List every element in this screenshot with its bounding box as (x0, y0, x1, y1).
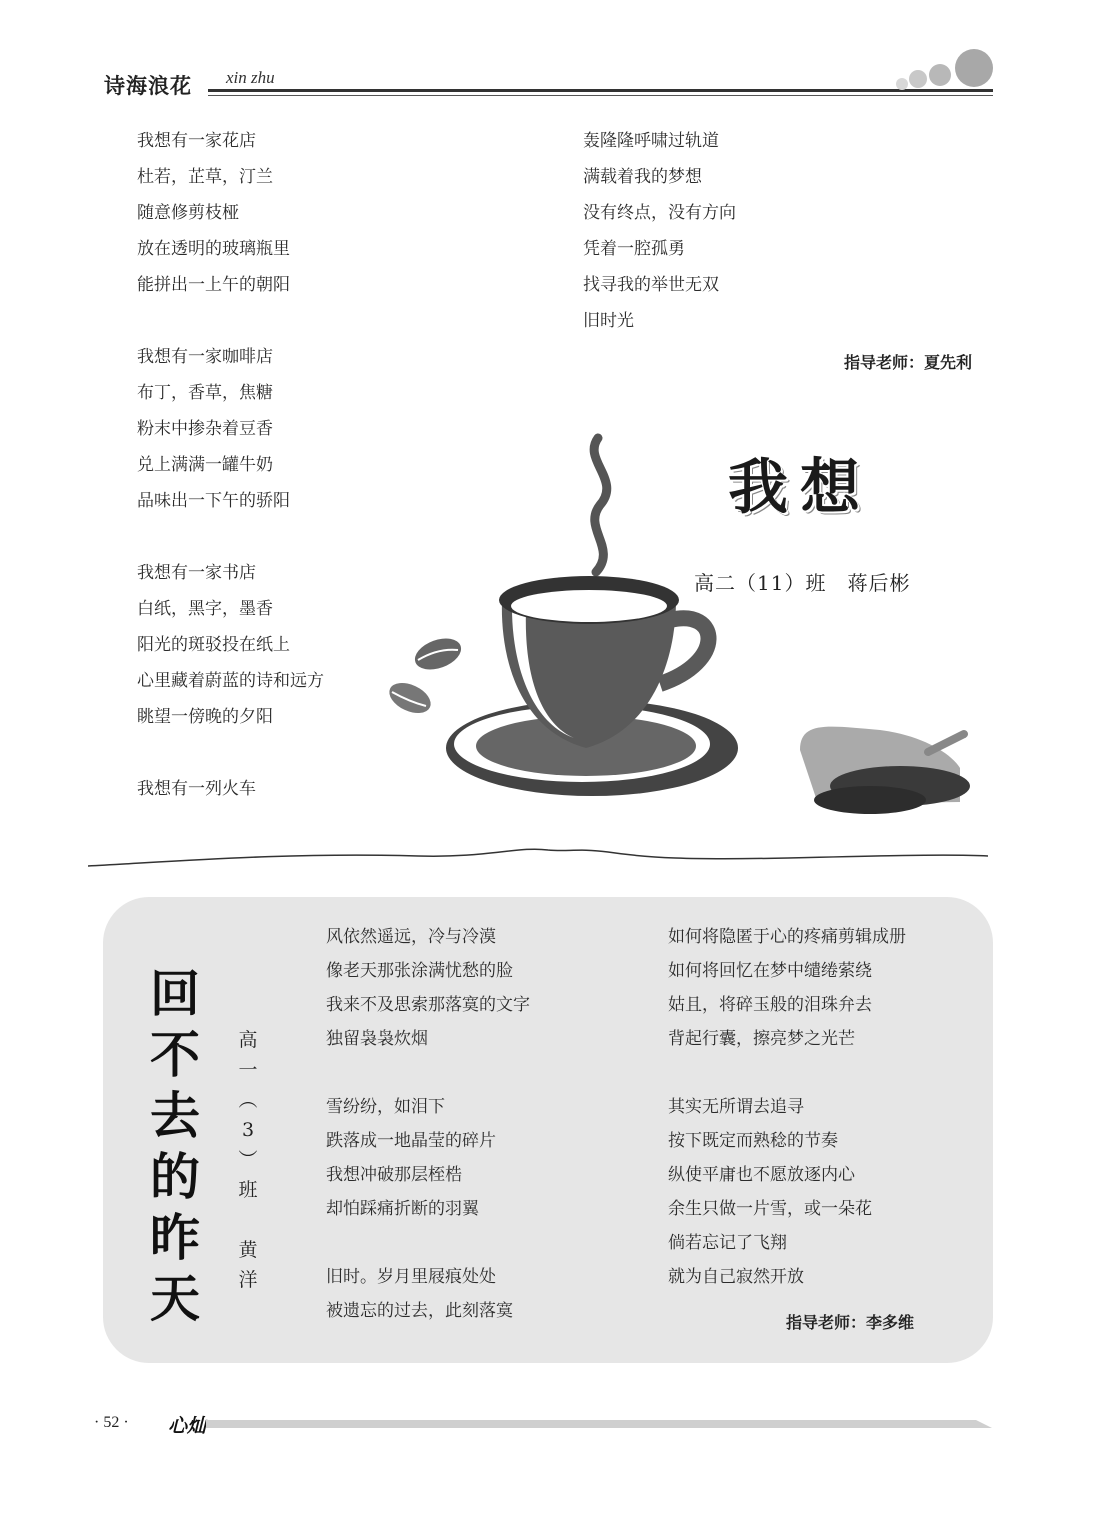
poem-line: 背起行囊，擦亮梦之光芒 (668, 1029, 855, 1049)
poem-line: 我想有一家书店 (137, 563, 256, 583)
poem-line: 风依然遥远，冷与冷漠 (326, 927, 496, 947)
poem2-title (145, 964, 205, 1330)
poem-line: 杜若，芷草，汀兰 (137, 167, 273, 187)
poem-line: 倘若忘记了飞翔 (668, 1233, 787, 1253)
poem-line: 心里藏着蔚蓝的诗和远方 (137, 671, 324, 691)
poem-line: 如何将隐匿于心的疼痛剪辑成册 (668, 927, 906, 947)
poem-line: 我想有一家咖啡店 (137, 347, 273, 367)
poem-line: 凭着一腔孤勇 (583, 239, 685, 259)
poem-line: 白纸，黑字，墨香 (137, 599, 273, 619)
vertical-char: 天 (150, 1270, 200, 1328)
poem-line: 没有终点，没有方向 (583, 203, 736, 223)
poem-line: 轰隆隆呼啸过轨道 (583, 131, 719, 151)
vertical-char: ︶ (238, 1149, 258, 1171)
poem1-byline: 高二（11）班 蒋后彬 (694, 571, 911, 595)
poem-line: 跌落成一地晶莹的碎片 (326, 1131, 496, 1151)
vertical-char: 不 (150, 1026, 200, 1084)
poem-line: 独留袅袅炊烟 (326, 1029, 428, 1049)
poem-line: 找寻我的举世无双 (583, 275, 719, 295)
section-subtitle: xin zhu (226, 68, 275, 87)
poem2-teacher: 指导老师：李多维 (786, 1313, 915, 1332)
poem-line: 姑且，将碎玉般的泪珠弁去 (668, 995, 872, 1015)
poem-line: 阳光的斑驳投在纸上 (137, 635, 290, 655)
poem-line: 我想有一列火车 (137, 779, 256, 799)
poem-line: 雪纷纷，如泪下 (326, 1097, 445, 1117)
vertical-char: 的 (150, 1148, 200, 1206)
poem-line: 其实无所谓去追寻 (668, 1097, 804, 1117)
poem-line: 我想有一家花店 (137, 131, 256, 151)
poem-line: 布丁，香草，焦糖 (137, 383, 273, 403)
poem-line: 旧时。岁月里屐痕处处 (326, 1267, 496, 1287)
header-rule (208, 89, 993, 92)
header-rule-thin (208, 95, 993, 96)
vertical-char: 3 (241, 1119, 255, 1141)
decorative-circles-icon (890, 46, 1000, 96)
poem-line: 粉末中掺杂着豆香 (137, 419, 273, 439)
poem-line: 兑上满满一罐牛奶 (137, 455, 273, 475)
poem-line: 就为自己寂然开放 (668, 1267, 804, 1287)
vertical-char: 黄 (238, 1239, 258, 1261)
wavy-divider (88, 838, 988, 878)
poem-line: 如何将回忆在梦中缱绻萦绕 (668, 961, 872, 981)
poem-line: 我想冲破那层桎梏 (326, 1165, 462, 1185)
section-title: 诗海浪花 (104, 74, 192, 98)
vertical-char: 昨 (150, 1209, 200, 1267)
page-number: · 52 · (94, 1414, 129, 1431)
poem-line: 纵使平庸也不愿放逐内心 (668, 1165, 855, 1185)
poem-line: 按下既定而熟稔的节奏 (668, 1131, 838, 1151)
poem-line: 旧时光 (583, 311, 634, 331)
poem-line: 眺望一傍晚的夕阳 (137, 707, 273, 727)
poem-line: 随意修剪枝桠 (137, 203, 239, 223)
poem1-teacher: 指导老师：夏先利 (844, 353, 973, 372)
poem2-byline (234, 1025, 262, 1295)
poem-line: 我来不及思索那落寞的文字 (326, 995, 530, 1015)
poem-line: 像老天那张涂满忧愁的脸 (326, 961, 513, 981)
magazine-name: 心灿 (168, 1415, 207, 1437)
vertical-char: 一 (238, 1059, 258, 1081)
poem-line: 余生只做一片雪，或一朵花 (668, 1199, 872, 1219)
footer-bar (206, 1418, 992, 1430)
coffee-cup-illustration (360, 430, 1000, 830)
vertical-char: 高 (238, 1029, 258, 1051)
vertical-char (234, 1205, 262, 1235)
vertical-char: 班 (238, 1179, 258, 1201)
poem-line: 被遗忘的过去，此刻落寞 (326, 1301, 513, 1321)
vertical-char: 回 (150, 965, 200, 1023)
poem-line: 能拼出一上午的朝阳 (137, 275, 290, 295)
vertical-char: ︵ (238, 1089, 258, 1111)
vertical-char: 去 (150, 1087, 200, 1145)
vertical-char: 洋 (238, 1269, 258, 1291)
poem-line: 放在透明的玻璃瓶里 (137, 239, 290, 259)
poem-line: 满载着我的梦想 (583, 167, 702, 187)
poem-line: 品味出一下午的骄阳 (137, 491, 290, 511)
poem1-title: 我想 (728, 453, 872, 523)
poem-line: 却怕踩痛折断的羽翼 (326, 1199, 479, 1219)
